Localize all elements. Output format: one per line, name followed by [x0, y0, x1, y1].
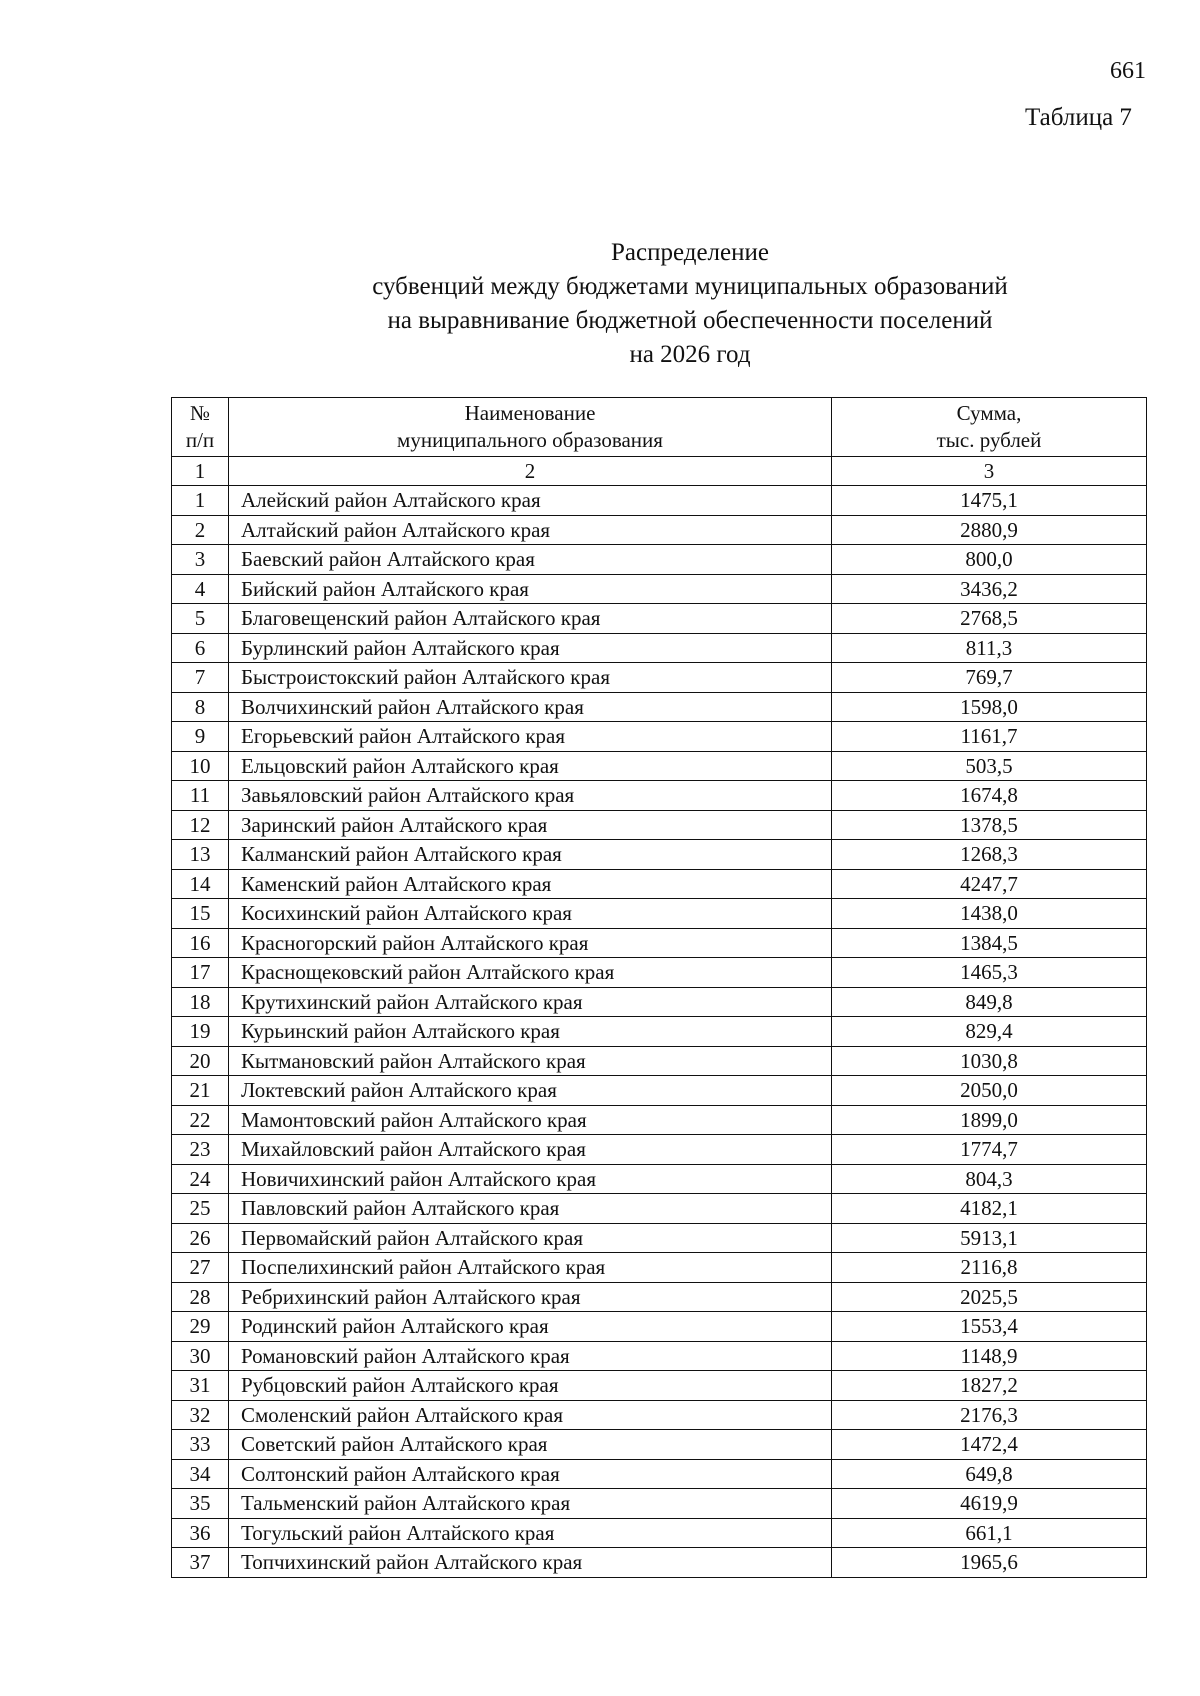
municipality-name: Заринский район Алтайского края	[229, 810, 832, 840]
row-number: 27	[172, 1253, 229, 1283]
row-amount: 1899,0	[832, 1105, 1147, 1135]
municipality-name: Волчихинский район Алтайского края	[229, 692, 832, 722]
municipality-name: Локтевский район Алтайского края	[229, 1076, 832, 1106]
header-name-line2: муниципального образования	[397, 428, 663, 452]
row-amount: 2050,0	[832, 1076, 1147, 1106]
table-row	[172, 1548, 1147, 1578]
row-number: 28	[172, 1282, 229, 1312]
row-number: 32	[172, 1400, 229, 1430]
row-number: 11	[172, 781, 229, 811]
municipality-name: Завьяловский район Алтайского края	[229, 781, 832, 811]
row-number: 15	[172, 899, 229, 929]
table-row	[172, 1194, 1147, 1224]
row-number: 30	[172, 1341, 229, 1371]
municipality-name: Алейский район Алтайского края	[229, 486, 832, 516]
header-num-line2: п/п	[185, 428, 215, 452]
column-index: 3	[832, 457, 1147, 486]
column-index: 1	[172, 457, 229, 486]
table-row	[172, 899, 1147, 929]
row-number: 3	[172, 545, 229, 575]
row-amount: 4182,1	[832, 1194, 1147, 1224]
municipality-name: Рубцовский район Алтайского края	[229, 1371, 832, 1401]
municipality-name: Тогульский район Алтайского края	[229, 1518, 832, 1548]
table-row	[172, 928, 1147, 958]
municipality-name: Мамонтовский район Алтайского края	[229, 1105, 832, 1135]
table-label: Таблица 7	[1025, 104, 1132, 131]
table-row	[172, 958, 1147, 988]
row-amount: 649,8	[832, 1459, 1147, 1489]
row-number: 19	[172, 1017, 229, 1047]
table-row	[172, 722, 1147, 752]
municipality-name: Топчихинский район Алтайского края	[229, 1548, 832, 1578]
row-number: 21	[172, 1076, 229, 1106]
table-row	[172, 1459, 1147, 1489]
row-amount: 1965,6	[832, 1548, 1147, 1578]
row-amount: 5913,1	[832, 1223, 1147, 1253]
row-number: 20	[172, 1046, 229, 1076]
table-row	[172, 1430, 1147, 1460]
municipality-name: Смоленский район Алтайского края	[229, 1400, 832, 1430]
municipality-name: Новичихинский район Алтайского края	[229, 1164, 832, 1194]
table-row	[172, 633, 1147, 663]
row-number: 29	[172, 1312, 229, 1342]
row-amount: 1438,0	[832, 899, 1147, 929]
municipality-name: Первомайский район Алтайского края	[229, 1223, 832, 1253]
municipality-name: Романовский район Алтайского края	[229, 1341, 832, 1371]
row-number: 16	[172, 928, 229, 958]
table-row	[172, 987, 1147, 1017]
header-sum	[832, 398, 1147, 457]
table-body	[172, 486, 1147, 1578]
row-amount: 2116,8	[832, 1253, 1147, 1283]
document-title	[290, 236, 1090, 372]
table-row	[172, 1371, 1147, 1401]
municipality-name: Баевский район Алтайского края	[229, 545, 832, 575]
header-num-line1: №	[189, 401, 211, 425]
table-row	[172, 515, 1147, 545]
row-number: 1	[172, 486, 229, 516]
row-amount: 3436,2	[832, 574, 1147, 604]
column-index-row	[172, 457, 1147, 486]
row-amount: 804,3	[832, 1164, 1147, 1194]
row-amount: 1384,5	[832, 928, 1147, 958]
table-row	[172, 486, 1147, 516]
row-number: 14	[172, 869, 229, 899]
municipality-name: Егорьевский район Алтайского края	[229, 722, 832, 752]
row-number: 36	[172, 1518, 229, 1548]
table-row	[172, 1076, 1147, 1106]
row-number: 17	[172, 958, 229, 988]
header-name-line1: Наименование	[464, 401, 596, 425]
municipality-name: Ельцовский район Алтайского края	[229, 751, 832, 781]
municipality-name: Крутихинский район Алтайского края	[229, 987, 832, 1017]
table-row	[172, 751, 1147, 781]
table-row	[172, 1489, 1147, 1519]
title-line-3: на выравнивание бюджетной обеспеченности поселений	[387, 307, 993, 334]
municipality-name: Тальменский район Алтайского края	[229, 1489, 832, 1519]
table-row	[172, 1164, 1147, 1194]
municipality-name: Красногорский район Алтайского края	[229, 928, 832, 958]
municipality-name: Солтонский район Алтайского края	[229, 1459, 832, 1489]
row-number: 37	[172, 1548, 229, 1578]
row-number: 18	[172, 987, 229, 1017]
row-number: 22	[172, 1105, 229, 1135]
row-amount: 811,3	[832, 633, 1147, 663]
municipality-name: Кытмановский район Алтайского края	[229, 1046, 832, 1076]
table-row	[172, 1253, 1147, 1283]
municipality-name: Михайловский район Алтайского края	[229, 1135, 832, 1165]
table-row	[172, 1223, 1147, 1253]
table-row	[172, 1135, 1147, 1165]
row-amount: 849,8	[832, 987, 1147, 1017]
column-index: 2	[229, 457, 832, 486]
row-number: 8	[172, 692, 229, 722]
row-amount: 4247,7	[832, 869, 1147, 899]
row-number: 33	[172, 1430, 229, 1460]
row-number: 5	[172, 604, 229, 634]
municipality-name: Алтайский район Алтайского края	[229, 515, 832, 545]
municipality-name: Советский район Алтайского края	[229, 1430, 832, 1460]
row-number: 9	[172, 722, 229, 752]
table-row	[172, 1518, 1147, 1548]
row-number: 24	[172, 1164, 229, 1194]
table-row	[172, 1282, 1147, 1312]
municipality-name: Родинский район Алтайского края	[229, 1312, 832, 1342]
table-row	[172, 574, 1147, 604]
table-row	[172, 1400, 1147, 1430]
municipality-name: Калманский район Алтайского края	[229, 840, 832, 870]
municipality-name: Павловский район Алтайского края	[229, 1194, 832, 1224]
municipality-name: Ребрихинский район Алтайского края	[229, 1282, 832, 1312]
row-number: 10	[172, 751, 229, 781]
row-amount: 769,7	[832, 663, 1147, 693]
row-number: 26	[172, 1223, 229, 1253]
header-sum-line2: тыс. рублей	[936, 428, 1042, 452]
table-row	[172, 1341, 1147, 1371]
row-amount: 1827,2	[832, 1371, 1147, 1401]
municipality-name: Курьинский район Алтайского края	[229, 1017, 832, 1047]
row-number: 6	[172, 633, 229, 663]
row-amount: 2880,9	[832, 515, 1147, 545]
row-number: 23	[172, 1135, 229, 1165]
row-amount: 4619,9	[832, 1489, 1147, 1519]
table-row	[172, 840, 1147, 870]
row-amount: 1148,9	[832, 1341, 1147, 1371]
header-row	[172, 398, 1147, 457]
row-amount: 1472,4	[832, 1430, 1147, 1460]
row-number: 12	[172, 810, 229, 840]
municipality-name: Краснощековский район Алтайского края	[229, 958, 832, 988]
municipality-name: Бурлинский район Алтайского края	[229, 633, 832, 663]
row-amount: 1378,5	[832, 810, 1147, 840]
municipality-name: Бийский район Алтайского края	[229, 574, 832, 604]
municipality-name: Косихинский район Алтайского края	[229, 899, 832, 929]
table-row	[172, 604, 1147, 634]
table-row	[172, 1017, 1147, 1047]
row-number: 31	[172, 1371, 229, 1401]
municipality-name: Благовещенский район Алтайского края	[229, 604, 832, 634]
title-line-4: на 2026 год	[629, 341, 751, 368]
title-line-2: субвенций между бюджетами муниципальных образований	[372, 273, 1008, 300]
row-number: 2	[172, 515, 229, 545]
row-amount: 1268,3	[832, 840, 1147, 870]
table-row	[172, 781, 1147, 811]
header-sum-line1: Сумма,	[956, 401, 1022, 425]
municipality-name: Поспелихинский район Алтайского края	[229, 1253, 832, 1283]
row-amount: 2768,5	[832, 604, 1147, 634]
municipality-name: Каменский район Алтайского края	[229, 869, 832, 899]
table-row	[172, 692, 1147, 722]
row-amount: 1030,8	[832, 1046, 1147, 1076]
header-name	[229, 398, 832, 457]
row-number: 13	[172, 840, 229, 870]
row-amount: 503,5	[832, 751, 1147, 781]
table-row	[172, 663, 1147, 693]
table-row	[172, 1046, 1147, 1076]
row-amount: 1598,0	[832, 692, 1147, 722]
row-amount: 2025,5	[832, 1282, 1147, 1312]
row-number: 4	[172, 574, 229, 604]
page-number: 661	[1110, 58, 1146, 84]
row-amount: 1553,4	[832, 1312, 1147, 1342]
row-amount: 2176,3	[832, 1400, 1147, 1430]
title-line-1: Распределение	[611, 239, 769, 266]
subsidy-table	[171, 397, 1147, 1578]
row-number: 35	[172, 1489, 229, 1519]
row-number: 25	[172, 1194, 229, 1224]
table-row	[172, 810, 1147, 840]
row-amount: 1475,1	[832, 486, 1147, 516]
row-amount: 661,1	[832, 1518, 1147, 1548]
row-amount: 1674,8	[832, 781, 1147, 811]
table-row	[172, 869, 1147, 899]
row-amount: 1774,7	[832, 1135, 1147, 1165]
row-amount: 829,4	[832, 1017, 1147, 1047]
row-amount: 800,0	[832, 545, 1147, 575]
municipality-name: Быстроистокский район Алтайского края	[229, 663, 832, 693]
row-amount: 1161,7	[832, 722, 1147, 752]
table-row	[172, 1312, 1147, 1342]
table-row	[172, 1105, 1147, 1135]
row-number: 7	[172, 663, 229, 693]
header-num	[172, 398, 229, 457]
row-number: 34	[172, 1459, 229, 1489]
row-amount: 1465,3	[832, 958, 1147, 988]
table-row	[172, 545, 1147, 575]
